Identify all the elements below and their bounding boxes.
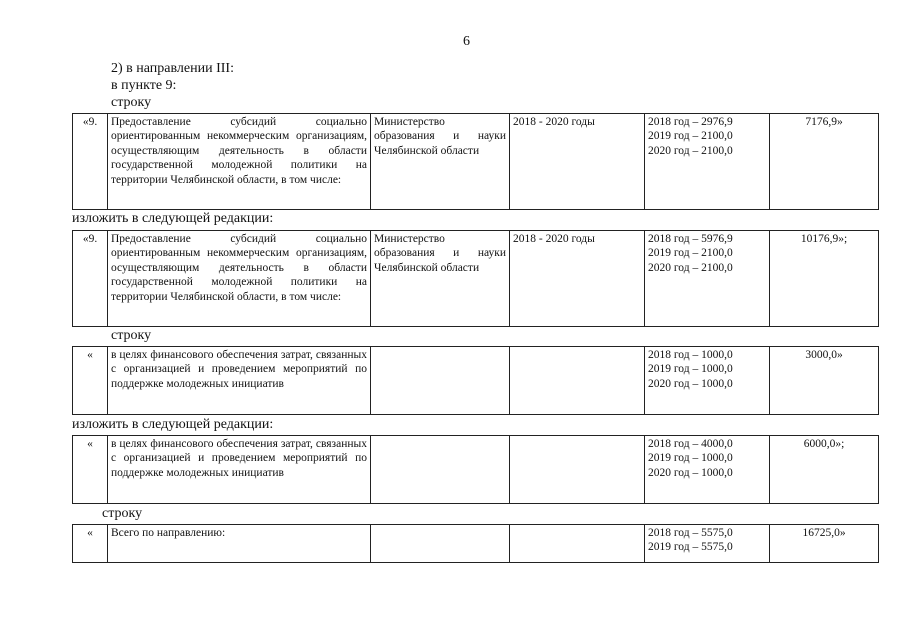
year-amount: 2020 год – 2100,0 <box>648 261 733 274</box>
row-total: 3000,0» <box>770 347 879 415</box>
row-name: Предоставление субсидий социально ориентированным некоммерческим организациям, осуществляющим деятельность в области государственной молодежной политики на территории Челябинской области, в том числе: <box>108 114 371 210</box>
row-period: 2018 - 2020 годы <box>510 114 645 210</box>
row-total: 16725,0» <box>770 525 879 563</box>
row-number: « <box>73 347 108 415</box>
row-period <box>510 525 645 563</box>
row-years <box>645 436 770 504</box>
row-executor <box>371 525 510 563</box>
row-number: «9. <box>73 114 108 210</box>
row-total: 6000,0»; <box>770 436 879 504</box>
table-row-new-subitem <box>72 435 879 504</box>
year-amount: 2019 год – 2100,0 <box>648 130 733 143</box>
year-amount: 2018 год – 1000,0 <box>648 349 733 361</box>
row-executor: Министерство образования и науки Челябинской области <box>371 114 510 210</box>
row-period: 2018 - 2020 годы <box>510 231 645 327</box>
table-row-direction-total <box>72 524 879 563</box>
row-years <box>645 231 770 327</box>
page-number: 6 <box>463 34 470 49</box>
table-row-new-9 <box>72 230 879 327</box>
year-amount: 2020 год – 1000,0 <box>648 466 733 479</box>
year-amount: 2019 год – 1000,0 <box>648 363 733 376</box>
intro-direction: 2) в направлении III: <box>111 61 234 76</box>
intro-point: в пункте 9: <box>111 78 177 93</box>
row-number: « <box>73 525 108 563</box>
table-row-original-9 <box>72 113 879 210</box>
row-years <box>645 114 770 210</box>
label-stroku-2: строку <box>111 328 152 343</box>
row-years <box>645 525 770 563</box>
row-period <box>510 436 645 504</box>
label-replace-2: изложить в следующей редакции: <box>72 417 274 432</box>
row-total: 7176,9» <box>770 114 879 210</box>
label-stroku-3: строку <box>102 506 143 521</box>
row-number: «9. <box>73 231 108 327</box>
year-amount: 2018 год – 5976,9 <box>648 233 733 245</box>
row-number: « <box>73 436 108 504</box>
row-years <box>645 347 770 415</box>
year-amount: 2019 год – 2100,0 <box>648 247 733 260</box>
row-period <box>510 347 645 415</box>
row-executor <box>371 436 510 504</box>
year-amount: 2019 год – 5575,0 <box>648 541 733 554</box>
row-name: в целях финансового обеспечения затрат, связанных с организацией и проведением мероприятий по поддержке молодежных инициатив <box>108 347 371 415</box>
label-replace-1: изложить в следующей редакции: <box>72 211 274 226</box>
row-executor <box>371 347 510 415</box>
row-name: Всего по направлению: <box>108 525 371 563</box>
year-amount: 2020 год – 1000,0 <box>648 377 733 390</box>
row-name: Предоставление субсидий социально ориентированным некоммерческим организациям, осуществляющим деятельность в области государственной молодежной политики на территории Челябинской области, в том числе: <box>108 231 371 327</box>
year-amount: 2018 год – 2976,9 <box>648 116 733 128</box>
row-total: 10176,9»; <box>770 231 879 327</box>
year-amount: 2018 год – 5575,0 <box>648 527 733 539</box>
year-amount: 2020 год – 2100,0 <box>648 144 733 157</box>
row-executor: Министерство образования и науки Челябинской области <box>371 231 510 327</box>
table-row-original-subitem <box>72 346 879 415</box>
year-amount: 2019 год – 1000,0 <box>648 452 733 465</box>
row-name: в целях финансового обеспечения затрат, связанных с организацией и проведением мероприятий по поддержке молодежных инициатив <box>108 436 371 504</box>
label-stroku-1: строку <box>111 95 152 110</box>
year-amount: 2018 год – 4000,0 <box>648 438 733 450</box>
